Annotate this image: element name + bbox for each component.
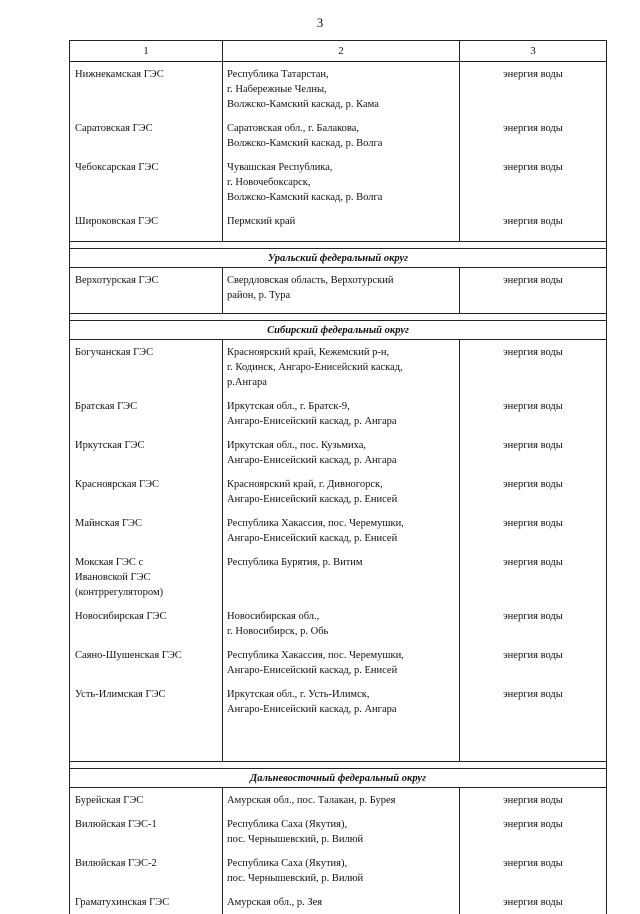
table-row bbox=[70, 682, 607, 721]
plant-name-cell bbox=[70, 62, 223, 117]
location-line: Ангаро-Енисейский каскад, р. Енисей bbox=[227, 492, 455, 507]
plant-name-cell bbox=[70, 604, 223, 643]
location-line: Амурская обл., пос. Талакан, р. Бурея bbox=[227, 793, 455, 808]
energy-source-cell: энергия воды bbox=[460, 155, 607, 209]
plant-name-line: Чебоксарская ГЭС bbox=[75, 160, 218, 175]
plant-name-cell bbox=[70, 890, 223, 914]
table-body bbox=[70, 62, 607, 914]
location-cell bbox=[223, 62, 460, 117]
location-line: Республика Татарстан, bbox=[227, 67, 455, 82]
location-line: Красноярский край, г. Дивногорск, bbox=[227, 477, 455, 492]
section-gap bbox=[70, 762, 607, 769]
energy-source-cell: энергия воды bbox=[460, 268, 607, 308]
plant-name-cell bbox=[70, 155, 223, 209]
table-row bbox=[70, 511, 607, 550]
plant-name-cell bbox=[70, 433, 223, 472]
location-line: Новосибирская обл., bbox=[227, 609, 455, 624]
energy-source-cell: энергия воды bbox=[460, 788, 607, 813]
plant-name-line: Верхотурская ГЭС bbox=[75, 273, 218, 288]
table-row bbox=[70, 116, 607, 155]
location-line: Красноярский край, Кежемский р-н, bbox=[227, 345, 455, 360]
plant-name-cell bbox=[70, 812, 223, 851]
location-cell bbox=[223, 433, 460, 472]
energy-source-cell: энергия воды bbox=[460, 550, 607, 604]
section-title: Сибирский федеральный округ bbox=[70, 321, 607, 340]
location-line: Волжско-Камский каскад, р. Волга bbox=[227, 190, 455, 205]
plant-name-line: Новосибирская ГЭС bbox=[75, 609, 218, 624]
location-cell bbox=[223, 604, 460, 643]
plant-name-line: Бурейская ГЭС bbox=[75, 793, 218, 808]
section-gap bbox=[70, 314, 607, 321]
table-row bbox=[70, 340, 607, 395]
table-row bbox=[70, 550, 607, 604]
location-line: Саратовская обл., г. Балакова, bbox=[227, 121, 455, 136]
location-cell bbox=[223, 511, 460, 550]
blank-row bbox=[70, 721, 607, 762]
location-line: Чувашская Республика, bbox=[227, 160, 455, 175]
plant-name-cell bbox=[70, 550, 223, 604]
location-line: Пермский край bbox=[227, 214, 455, 229]
plant-name-cell bbox=[70, 851, 223, 890]
plant-name-line: Иркутская ГЭС bbox=[75, 438, 218, 453]
table-row bbox=[70, 788, 607, 813]
location-cell bbox=[223, 851, 460, 890]
table-row bbox=[70, 890, 607, 914]
location-line: Ангаро-Енисейский каскад, р. Енисей bbox=[227, 663, 455, 678]
location-cell bbox=[223, 472, 460, 511]
plant-name-cell bbox=[70, 682, 223, 721]
plant-name-cell bbox=[70, 394, 223, 433]
table-row bbox=[70, 433, 607, 472]
location-line: Ангаро-Енисейский каскад, р. Ангара bbox=[227, 702, 455, 717]
energy-source-cell: энергия воды bbox=[460, 511, 607, 550]
table-row bbox=[70, 155, 607, 209]
table-row bbox=[70, 643, 607, 682]
plant-name-line: Майнская ГЭС bbox=[75, 516, 218, 531]
energy-source-cell: энергия воды bbox=[460, 433, 607, 472]
plant-name-cell bbox=[70, 643, 223, 682]
location-line: Иркутская обл., пос. Кузьмиха, bbox=[227, 438, 455, 453]
location-cell bbox=[223, 268, 460, 308]
plant-name-line: Вилюйская ГЭС-2 bbox=[75, 856, 218, 871]
location-cell bbox=[223, 155, 460, 209]
energy-source-cell: энергия воды bbox=[460, 682, 607, 721]
plant-name-line: Саратовская ГЭС bbox=[75, 121, 218, 136]
location-line: Ангаро-Енисейский каскад, р. Енисей bbox=[227, 531, 455, 546]
energy-source-cell: энергия воды bbox=[460, 116, 607, 155]
location-line: Республика Бурятия, р. Витим bbox=[227, 555, 455, 570]
plant-name-line: Братская ГЭС bbox=[75, 399, 218, 414]
plant-name-line: Богучанская ГЭС bbox=[75, 345, 218, 360]
location-cell bbox=[223, 340, 460, 395]
location-line: пос. Чернышевский, р. Вилюй bbox=[227, 832, 455, 847]
energy-source-cell: энергия воды bbox=[460, 812, 607, 851]
location-cell bbox=[223, 643, 460, 682]
energy-source-cell: энергия воды bbox=[460, 394, 607, 433]
energy-source-cell: энергия воды bbox=[460, 340, 607, 395]
location-cell bbox=[223, 116, 460, 155]
location-line: Республика Саха (Якутия), bbox=[227, 817, 455, 832]
location-cell bbox=[223, 812, 460, 851]
plant-name-line: Вилюйская ГЭС-1 bbox=[75, 817, 218, 832]
table-row bbox=[70, 209, 607, 233]
location-line: район, р. Тура bbox=[227, 288, 455, 303]
hydro-plants-table bbox=[69, 40, 607, 914]
location-line: Амурская обл., р. Зея bbox=[227, 895, 455, 910]
energy-source-cell: энергия воды bbox=[460, 209, 607, 233]
section-title: Дальневосточный федеральный округ bbox=[70, 769, 607, 788]
table-row bbox=[70, 472, 607, 511]
location-line: Иркутская обл., г. Усть-Илимск, bbox=[227, 687, 455, 702]
location-line: Иркутская обл., г. Братск-9, bbox=[227, 399, 455, 414]
plant-name-cell bbox=[70, 472, 223, 511]
location-line: Республика Саха (Якутия), bbox=[227, 856, 455, 871]
plant-name-line: Широковская ГЭС bbox=[75, 214, 218, 229]
energy-source-cell: энергия воды bbox=[460, 890, 607, 914]
page-number: 3 bbox=[0, 15, 640, 31]
energy-source-cell: энергия воды bbox=[460, 851, 607, 890]
plant-name-line: Граматухинская ГЭС bbox=[75, 895, 218, 910]
location-cell bbox=[223, 890, 460, 914]
table-row bbox=[70, 394, 607, 433]
location-line: Волжско-Камский каскад, р. Волга bbox=[227, 136, 455, 151]
location-line: Волжско-Камский каскад, р. Кама bbox=[227, 97, 455, 112]
plant-name-line: (контррегулятором) bbox=[75, 585, 218, 600]
plant-name-cell bbox=[70, 340, 223, 395]
section-header bbox=[70, 249, 607, 268]
column-header-1: 1 bbox=[70, 41, 223, 62]
location-line: Республика Хакассия, пос. Черемушки, bbox=[227, 648, 455, 663]
plant-name-line: Ивановской ГЭС bbox=[75, 570, 218, 585]
column-header-3: 3 bbox=[460, 41, 607, 62]
table-row bbox=[70, 268, 607, 308]
plant-name-cell bbox=[70, 268, 223, 308]
plant-name-cell bbox=[70, 511, 223, 550]
energy-source-cell: энергия воды bbox=[460, 62, 607, 117]
section-header bbox=[70, 321, 607, 340]
table-row bbox=[70, 851, 607, 890]
section-gap bbox=[70, 242, 607, 249]
location-line: г. Кодинск, Ангаро-Енисейский каскад, bbox=[227, 360, 455, 375]
plant-name-line: Саяно-Шушенская ГЭС bbox=[75, 648, 218, 663]
location-cell bbox=[223, 682, 460, 721]
section-header bbox=[70, 769, 607, 788]
table-row bbox=[70, 62, 607, 117]
location-cell bbox=[223, 394, 460, 433]
plant-name-line: Нижнекамская ГЭС bbox=[75, 67, 218, 82]
location-line: г. Новочебоксарск, bbox=[227, 175, 455, 190]
table-row bbox=[70, 604, 607, 643]
table-header-row bbox=[70, 41, 607, 62]
table-row bbox=[70, 812, 607, 851]
energy-source-cell: энергия воды bbox=[460, 472, 607, 511]
plant-name-cell bbox=[70, 788, 223, 813]
location-line: Ангаро-Енисейский каскад, р. Ангара bbox=[227, 414, 455, 429]
location-line: р.Ангара bbox=[227, 375, 455, 390]
location-line: г. Новосибирск, р. Обь bbox=[227, 624, 455, 639]
blank-row bbox=[70, 233, 607, 242]
location-line: Свердловская область, Верхотурский bbox=[227, 273, 455, 288]
energy-source-cell: энергия воды bbox=[460, 643, 607, 682]
plant-name-line: Усть-Илимская ГЭС bbox=[75, 687, 218, 702]
location-line: г. Набережные Челны, bbox=[227, 82, 455, 97]
location-cell bbox=[223, 209, 460, 233]
location-cell bbox=[223, 550, 460, 604]
location-cell bbox=[223, 788, 460, 813]
location-line: Республика Хакассия, пос. Черемушки, bbox=[227, 516, 455, 531]
plant-name-cell bbox=[70, 116, 223, 155]
plant-name-line: Красноярская ГЭС bbox=[75, 477, 218, 492]
plant-name-cell bbox=[70, 209, 223, 233]
location-line: Ангаро-Енисейский каскад, р. Ангара bbox=[227, 453, 455, 468]
section-title: Уральский федеральный округ bbox=[70, 249, 607, 268]
column-header-2: 2 bbox=[223, 41, 460, 62]
location-line: пос. Чернышевский, р. Вилюй bbox=[227, 871, 455, 886]
energy-source-cell: энергия воды bbox=[460, 604, 607, 643]
plant-name-line: Мокская ГЭС с bbox=[75, 555, 218, 570]
